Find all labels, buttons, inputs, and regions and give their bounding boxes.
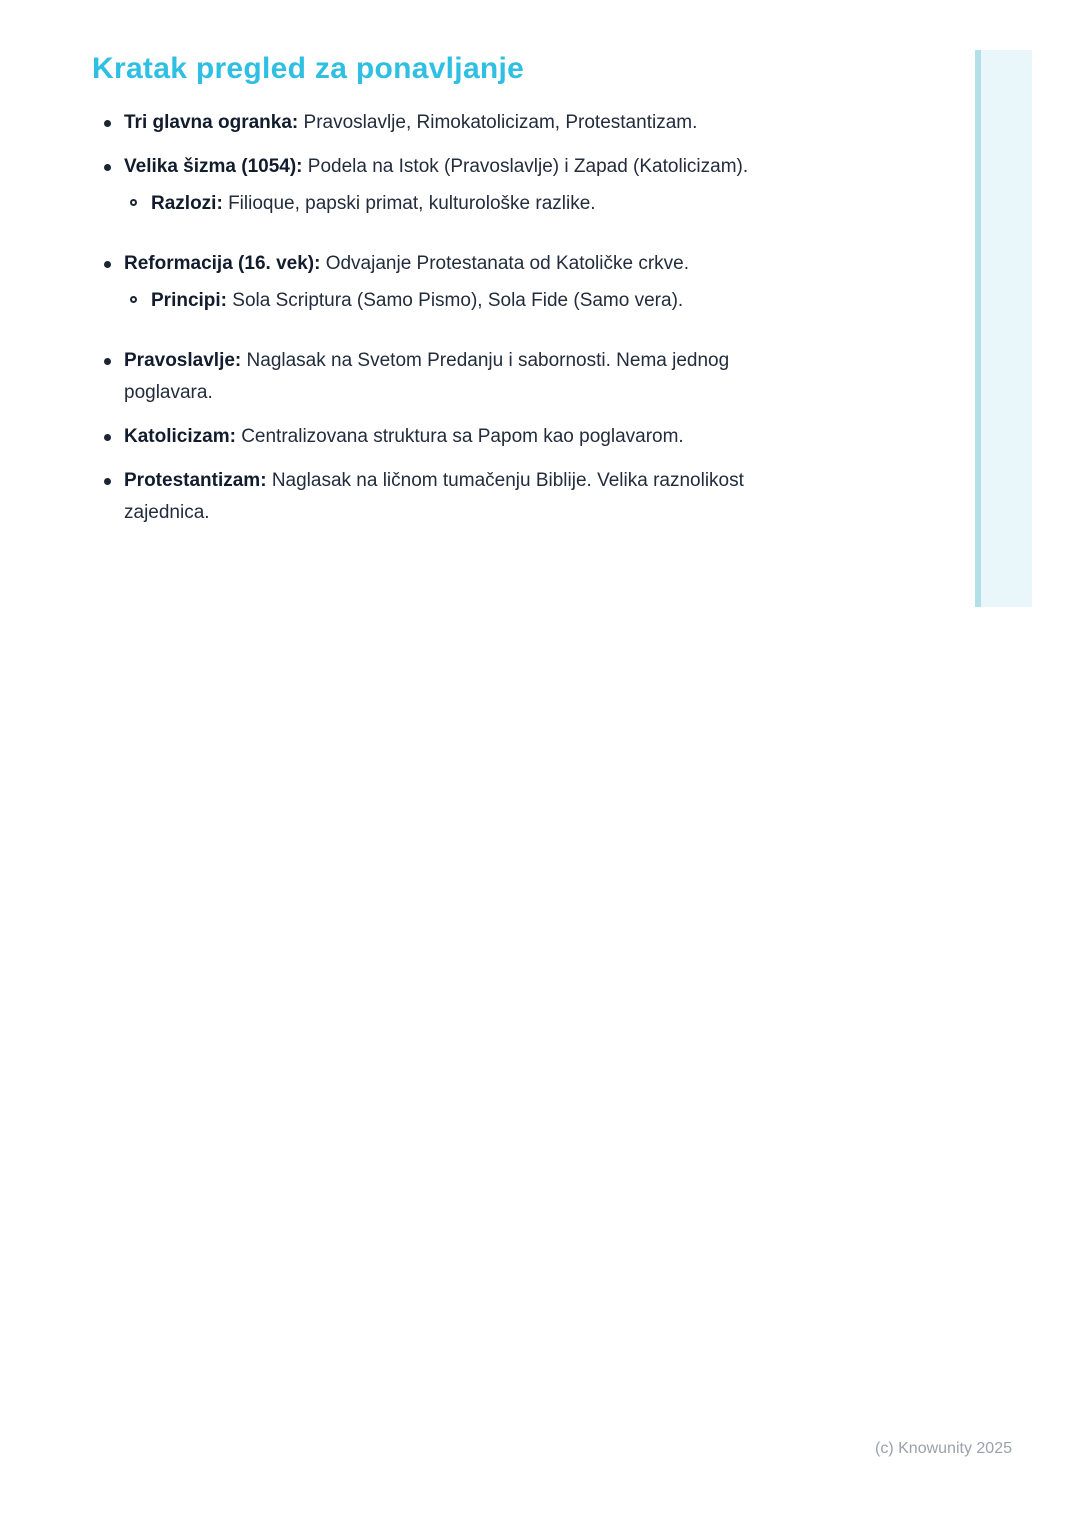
list-item-text: Naglasak na ličnom tumačenju Biblije. Velika raznolikost zajednica. xyxy=(124,470,744,523)
bullet-circle-icon xyxy=(130,296,137,303)
bullet-dot-icon xyxy=(104,164,111,171)
sub-item-text: Filioque, papski primat, kulturološke razlike. xyxy=(228,193,596,214)
bullet-dot-icon xyxy=(104,478,111,485)
list-item xyxy=(92,248,792,333)
sub-list-item xyxy=(124,188,784,220)
sub-list-item xyxy=(124,285,784,317)
list-item-text: Pravoslavlje, Rimokatolicizam, Protestantizam. xyxy=(303,112,698,133)
list-item-lead: Reformacija (16. vek): xyxy=(124,253,321,274)
list-item-text: Podela na Istok (Pravoslavlje) i Zapad (Katolicizam). xyxy=(307,156,749,177)
list-item xyxy=(92,345,792,409)
list-item xyxy=(92,151,792,236)
page-title: Kratak pregled za ponavljanje xyxy=(92,52,525,85)
list-item-text: Centralizovana struktura sa Papom kao poglavarom. xyxy=(241,426,684,447)
list-item-lead: Pravoslavlje: xyxy=(124,350,242,371)
copyright-footer: (c) Knowunity 2025 xyxy=(875,1440,1012,1457)
summary-list xyxy=(92,107,832,529)
sub-item-text: Sola Scriptura (Samo Pismo), Sola Fide (Samo vera). xyxy=(232,290,684,311)
list-item-lead: Tri glavna ogranka: xyxy=(124,112,299,133)
list-item-lead: Velika šizma (1054): xyxy=(124,156,303,177)
bullet-circle-icon xyxy=(130,199,137,206)
right-accent-bar xyxy=(975,50,1032,607)
list-item-lead: Katolicizam: xyxy=(124,426,236,447)
list-item xyxy=(92,465,792,529)
sub-list xyxy=(124,188,784,220)
list-item-text: Naglasak na Svetom Predanju i sabornosti. Nema jednog poglavara. xyxy=(124,350,730,403)
bullet-dot-icon xyxy=(104,434,111,441)
sub-list xyxy=(124,285,784,317)
list-item-lead: Protestantizam: xyxy=(124,470,267,491)
bullet-dot-icon xyxy=(104,261,111,268)
list-item-text: Odvajanje Protestanata od Katoličke crkve. xyxy=(325,253,690,274)
document-content xyxy=(92,52,832,541)
list-item xyxy=(92,421,792,453)
list-item xyxy=(92,107,792,139)
sub-item-lead: Razlozi: xyxy=(151,193,223,214)
bullet-dot-icon xyxy=(104,358,111,365)
sub-item-lead: Principi: xyxy=(151,290,228,311)
bullet-dot-icon xyxy=(104,120,111,127)
